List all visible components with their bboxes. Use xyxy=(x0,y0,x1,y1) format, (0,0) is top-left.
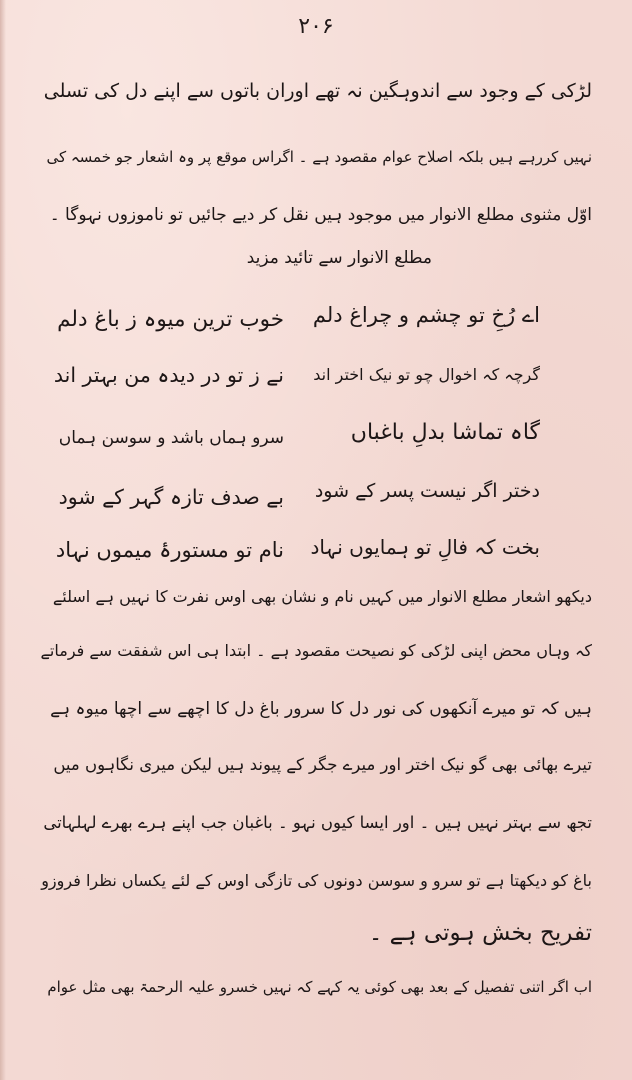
couplet-1-first-hemistich: اے رُخِ تو چشم و چراغ دلم xyxy=(312,303,540,327)
body-line-2: کہ وہاں محض اپنی لڑکی کو نصیحت مقصود ہے ۔ ابتدا ہی اس شفقت سے فرماتے xyxy=(40,641,592,660)
body-line-6: باغ کو دیکھتا ہے تو سرو و سوسن دونوں کی تازگی اوس کے لئے یکساں نظرا فروزو xyxy=(41,871,592,890)
page-edge-shadow xyxy=(0,0,6,1080)
couplet-4-second-hemistich: بے صدف تازہ گہر کے شود xyxy=(58,485,284,509)
quote-heading: مطلع الانوار سے تائید مزید xyxy=(246,248,432,268)
intro-line-2: نہیں کررہے ہیں بلکہ اصلاح عوام مقصود ہے ۔ اگراس موقع پر وہ اشعار جو خمسہ کی xyxy=(46,148,592,166)
couplet-5-second-hemistich: نام تو مستورۂ میموں نہاد xyxy=(55,538,284,562)
page-number: ۲۰۶ xyxy=(298,14,334,39)
couplet-5-first-hemistich: بخت کہ فالِ تو ہمایوں نہاد xyxy=(310,535,540,559)
couplet-3-second-hemistich: سرو ہماں باشد و سوسن ہماں xyxy=(58,428,284,448)
couplet-4-first-hemistich: دختر اگر نیست پسر کے شود xyxy=(314,480,540,502)
intro-line-1: لڑکی کے وجود سے اندوہگین نہ تھے اوران باتوں سے اپنے دل کی تسلی xyxy=(43,80,592,102)
intro-line-3: اوّل مثنوی مطلع الانوار میں موجود ہیں نقل کر دیے جائیں تو ناموزوں نہوگا ۔ xyxy=(49,205,592,225)
body-line-3: ہیں کہ تو میرے آنکھوں کی نور دل کا سرور باغ دل کا اچھے سے اچھا میوہ ہے xyxy=(50,699,592,719)
couplet-2-second-hemistich: نے ز تو در دیدہ من بہتر اند xyxy=(53,363,284,387)
body-line-4: تیرے بھائی بھی گو نیک اختر اور میرے جگر کے پیوند ہیں لیکن میری نگاہوں میں xyxy=(53,755,592,774)
body-line-5: تجھ سے بہتر نہیں ہیں ۔ اور ایسا کیوں نہو ۔ باغبان جب اپنے ہرے بھرے لہلہاتی xyxy=(43,813,592,832)
body-line-8: اب اگر اتنی تفصیل کے بعد بھی کوئی یہ کہے کہ نہیں خسرو علیہ الرحمۃ بھی مثل عوام xyxy=(47,978,592,996)
body-line-7: تفریح بخش ہوتی ہے ۔ xyxy=(368,920,592,946)
body-line-1: دیکھو اشعار مطلع الانوار میں کہیں نام و نشان بھی اوس نفرت کا نہیں ہے اسلئے xyxy=(52,587,592,606)
couplet-1-second-hemistich: خوب ترین میوہ ز باغ دلم xyxy=(57,307,284,332)
couplet-2-first-hemistich: گرچہ کہ اخوال چو تو نیک اختر اند xyxy=(313,365,540,384)
couplet-3-first-hemistich: گاہ تماشا بدلِ باغباں xyxy=(350,420,540,445)
